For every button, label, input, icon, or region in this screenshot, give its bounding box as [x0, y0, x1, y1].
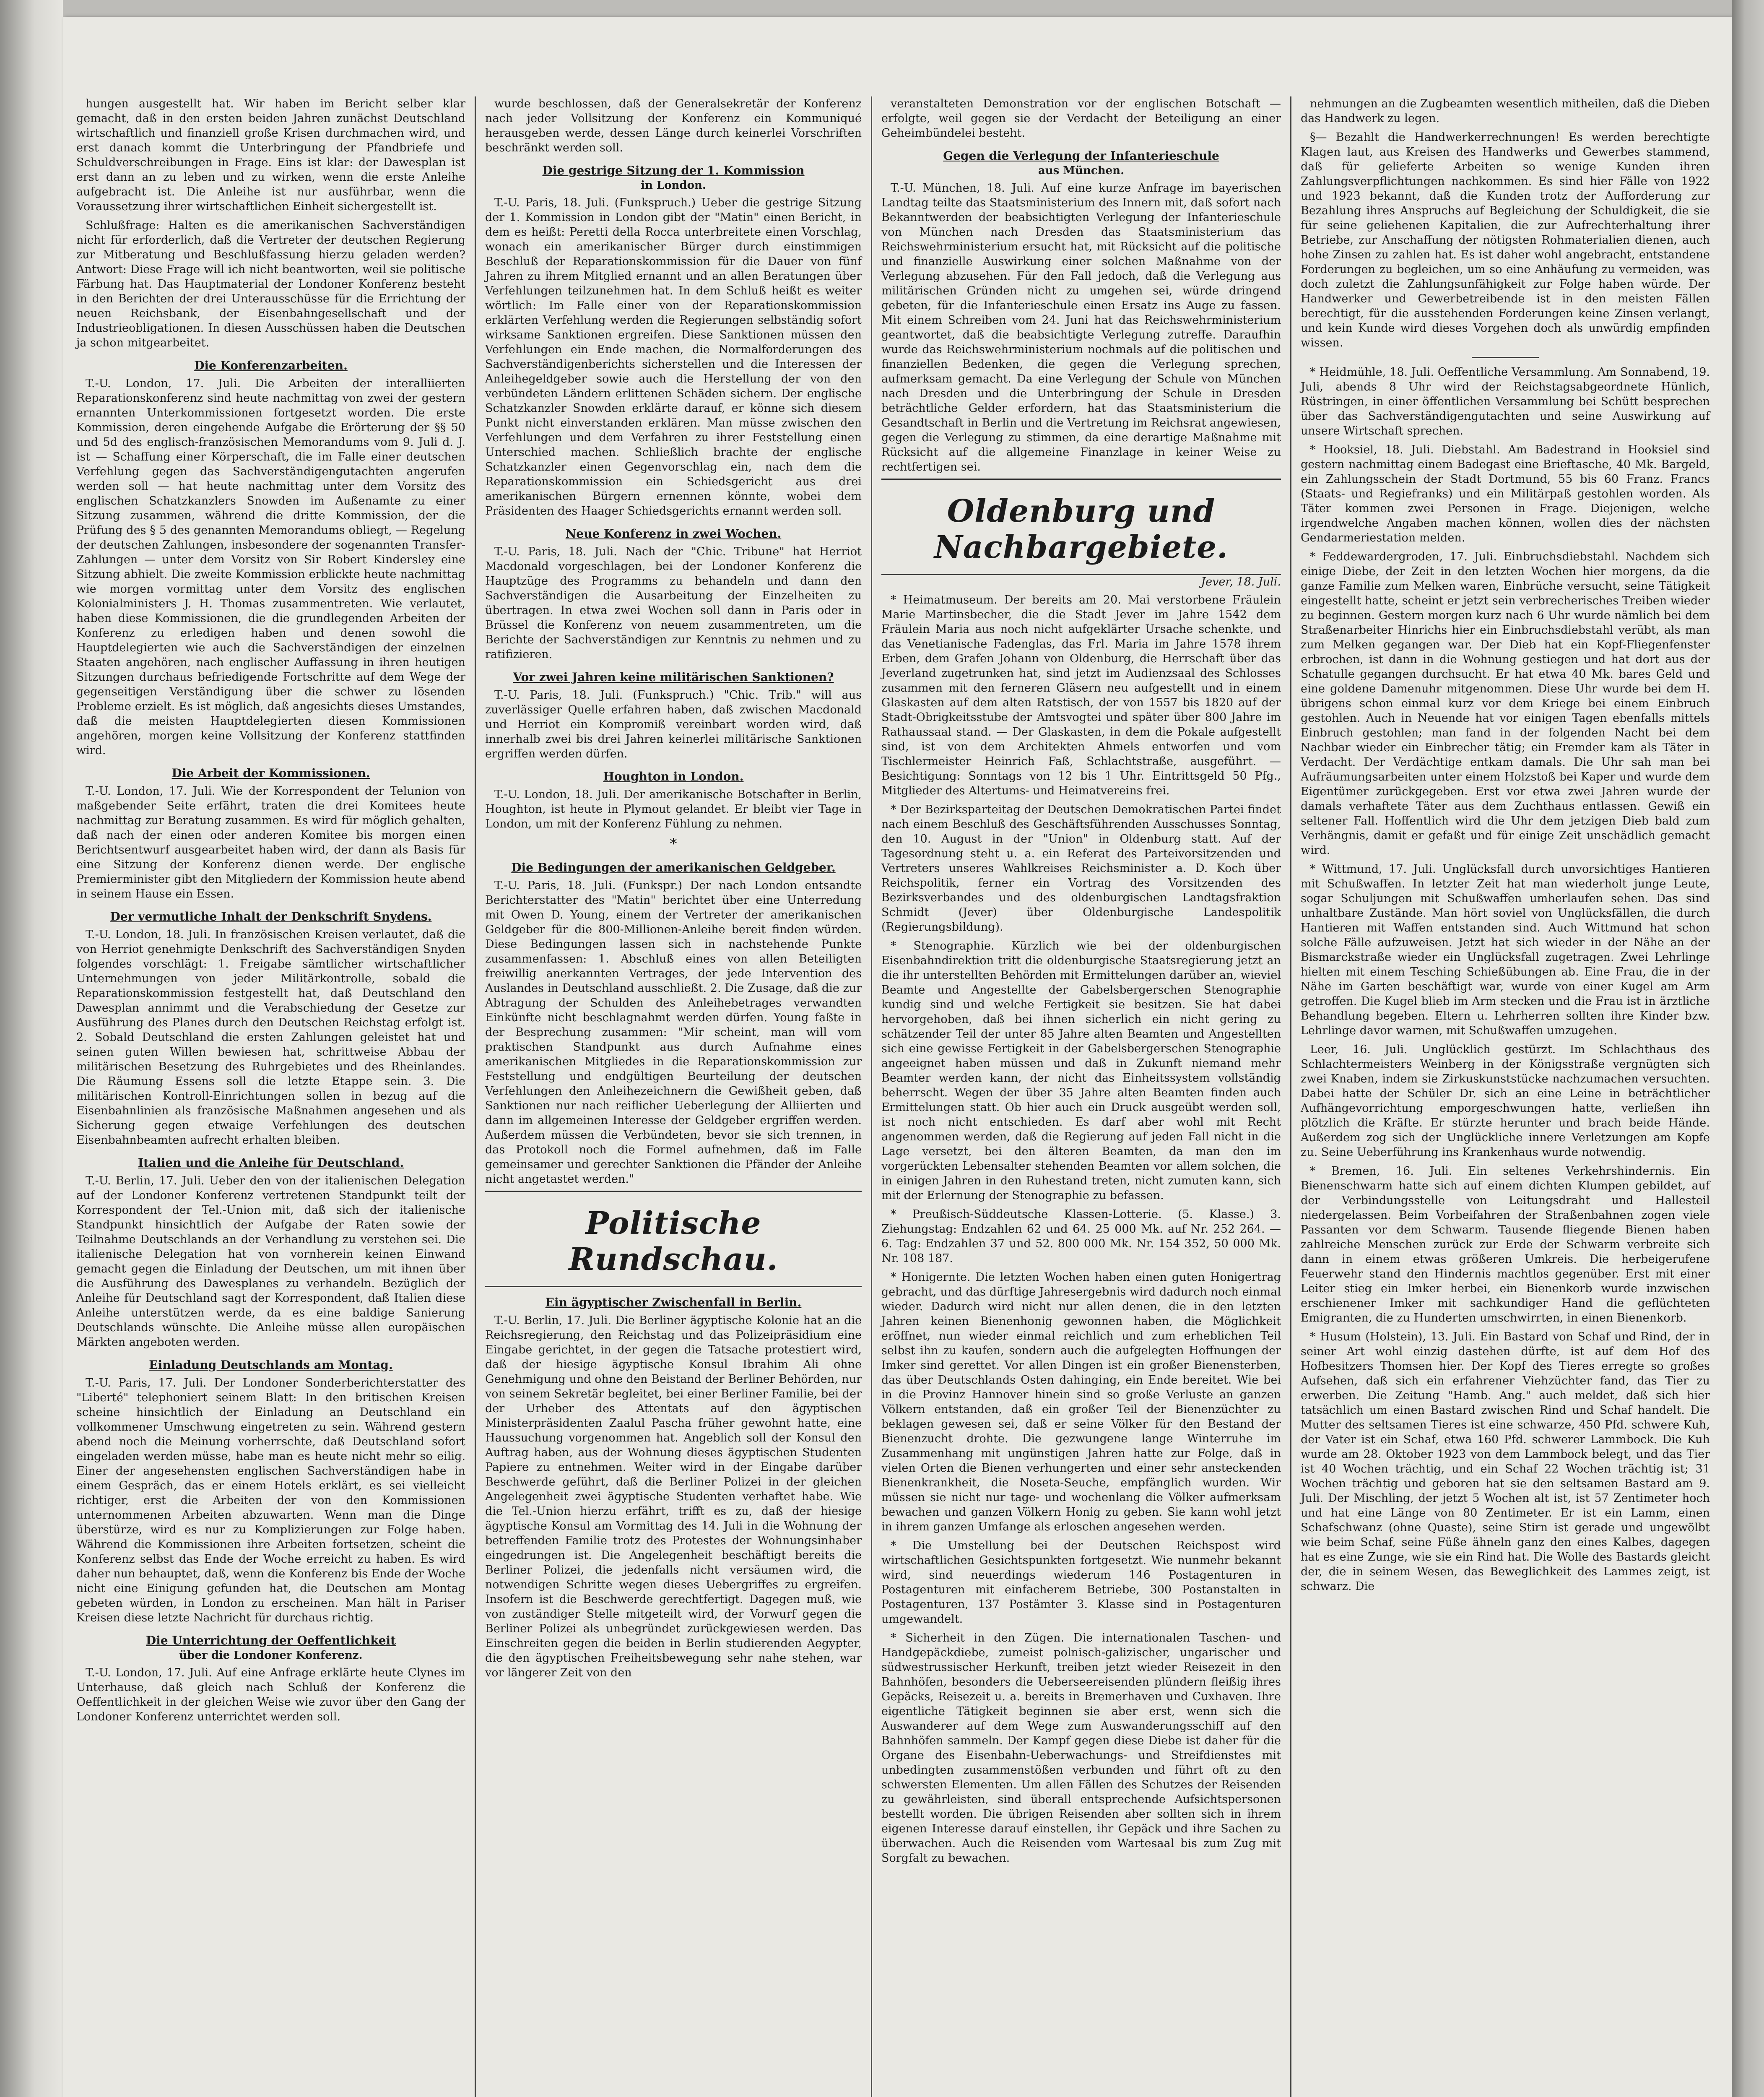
- article-heading: Gegen die Verlegung der Infanterieschule: [943, 149, 1219, 163]
- article-subheading: aus München.: [1038, 164, 1125, 177]
- article-paragraph: * Stenographie. Kürzlich wie bei der oldenburgischen Eisenbahndirektion tritt die oldenburgische Staatsregierung jetzt an die ihr unterstellten Behörden mit Ermittelungen darüber an, wieviel Beamte und Angestellte der Gabelsbergerschen Stenographie kundig sind und welche Fertigkeit sie besitzen. Sie hat dabei hervorgehoben, daß bei ihnen sicherlich ein nicht gering zu schätzender Teil der unter 85 Jahre alten Beamten und Angestellten sich eine gewisse Fertigkeit in der Gabelsbergerschen Stenographie angeeignet haben müssen und daß in Zukunft niemand mehr Beamter werden kann, der nicht das Einheitssystem vollständig beherrscht. Wegen der über 35 Jahre alten Beamten finden auch Ermittelungen statt. Ob hier auch ein Druck ausgeübt werden soll, ist noch nicht entschieden. Es darf aber wohl mit Recht angenommen werden, daß die Regierung auf jeden Fall nicht in die Lage versetzt, bei den älteren Beamten, da man den im vorgerückten Lebensalter stehenden Beamten vor allem solchen, die in einigen Jahren in den Ruhestand treten, nicht zumuten kann, sich mit der Erlernung der Stenographie zu befassen.: [881, 939, 1281, 1202]
- article-heading: Die gestrige Sitzung der 1. Kommission: [542, 164, 805, 177]
- article-paragraph: T.-U. London, 17. Juli. Wie der Korrespondent der Telunion von maßgebender Seite erfährt, traten die drei Komitees heute nachmittag zur Beratung zusammen. Es wird für möglich gehalten, daß nach der einen oder anderen Komitee bis morgen einen Berichtsentwurf ausgearbeitet haben wird, der dann als Basis für eine Sitzung der Konferenz dienen werde. Der englische Premierminister gibt den Mitgliedern der Kommission heute abend in seinem Hause ein Essen.: [76, 785, 465, 900]
- article-heading: Vor zwei Jahren keine militärischen Sanktionen?: [513, 670, 834, 684]
- article-paragraph: * Wittmund, 17. Juli. Unglücksfall durch unvorsichtiges Hantieren mit Schußwaffen. In letzter Zeit hat man wiederholt junge Leute, sogar Schuljungen mit Schußwaffen umherlaufen sehen. Das sind unhaltbare Zustände. Man hört soviel von Unglücksfällen, die durch Hantieren mit Waffen entstanden sind. Auch Wittmund hat schon solche Fälle aufzuweisen. Jetzt hat sich wieder in der Nähe an der Bismarckstraße wieder ein Unglücksfall zugetragen. Zwei Lehrlinge hielten mit einem Tesching Schießübungen ab. Eine Frau, die in der Nähe im Garten beschäftigt war, wurde von einer Kugel am Arm getroffen. Die Kugel blieb im Arm stecken und die Frau ist in ärztliche Behandlung begeben. Eltern u. Lehrherren sollten ihre Kinder bzw. Lehrlinge davor warnen, mit Schußwaffen umzugehen.: [1301, 863, 1710, 1037]
- article-paragraph: T.-U. Paris, 18. Juli. Nach der "Chic. Tribune" hat Herriot Macdonald vorgeschlagen, bei der Londoner Konferenz die Hauptzüge des Programms zu behandeln und dann den Sachverständigen die Ausarbeitung der Einzelheiten zu übertragen. In etwa zwei Wochen soll dann in Paris oder in Brüssel die Konferenz von neuem zusammentreten, um die Berichte der Sachverständigen zur Kenntnis zu nehmen und zu ratifizieren.: [485, 545, 862, 661]
- article-paragraph: Leer, 16. Juli. Unglücklich gestürzt. Im Schlachthaus des Schlachtermeisters Weinberg in der Königsstraße vergnügten sich zwei Knaben, indem sie Zirkuskunststücke nachzumachen versuchten. Dabei hatte der Schüler Dr. sich an eine Leine in beträchtlicher Aufhängevorrichtung emporgeschwungen hatte, verließen ihn plötzlich die Kräfte. Er stürzte herunter und brach beide Hände. Außerdem zog sich der Unglückliche innere Verletzungen am Kopfe zu. Seine Ueberführung ins Krankenhaus wurde notwendig.: [1301, 1043, 1710, 1159]
- article-paragraph: * Sicherheit in den Zügen. Die internationalen Taschen- und Handgepäckdiebe, zumeist polnisch-galizischer, ungarischer und südwestrussischer Herkunft, treiben jetzt wieder Reisezeit in den Bahnhöfen, besonders die Ueberseereisenden plündern fleißig ihres Gepäcks, Reisezeit u. a. bereits in Bremerhaven und Cuxhaven. Ihre eigentliche Tätigkeit beginnen sie aber erst, wenn sich die Auswanderer auf dem Wege zum Auswanderungsschiff auf den Bahnhöfen sammeln. Der Kampf gegen diese Diebe ist daher für die Organe des Eisenbahn-Ueberwachungs- und Streifdienstes mit unbedingten zusammenstößen verbunden und führt oft zu den schwersten Elementen. Um allen Fällen des Schutzes der Reisenden zu gewährleisten, sind überall entsprechende Aufsichtspersonen bestellt worden. Die übrigen Reisenden aber sollten sich in ihrem eigenen Interesse darauf einstellen, ihr Gepäck und ihre Sachen zu überwachen. Auch die Reisenden vom Wartesaal bis zum Zug mit Sorgfalt zu bewachen.: [881, 1631, 1281, 1865]
- section-rubric-box: [485, 1191, 862, 1287]
- newspaper-columns: [67, 96, 1719, 2097]
- column-4: [1291, 96, 1719, 2097]
- article-paragraph: T.-U. Paris, 18. Juli. (Funkspruch.) "Chic. Trib." will aus zuverlässiger Quelle erfahren haben, daß zwischen Macdonald und Herriot ein Kompromiß vereinbart worden wird, daß innerhalb zwei bis drei Jahren keinerlei militärische Sanktionen ergriffen werden dürfen.: [485, 689, 862, 760]
- article-paragraph: T.-U. London, 18. Juli. Der amerikanische Botschafter in Berlin, Houghton, ist heute in Plymout gelandet. Er bleibt vier Tage in London, um mit der Konferenz Fühlung zu nehmen.: [485, 788, 862, 830]
- article-subheading: über die Londoner Konferenz.: [179, 1649, 363, 1662]
- article-heading: Der vermutliche Inhalt der Denkschrift Snydens.: [110, 910, 432, 924]
- section-rubric-politische-rundschau: Politische Rundschau.: [569, 1205, 778, 1277]
- article-paragraph: * Honigernte. Die letzten Wochen haben einen guten Honigertrag gebracht, und das dürftige Jahresergebnis wird dadurch noch einmal wieder. Dadurch wird nicht nur allen denen, die in den letzten Jahren keinen Bienenhonig gewonnen haben, die Möglichkeit eröffnet, nun wieder einmal reichlich und zum erheblichen Teil selbst ihn zu kaufen, sondern auch die aufgelegten Hoffnungen der Imker sind gerettet. Vor allen Dingen ist ein großer Bienensterben, das über Deutschlands Osten dahinging, ein Ende bereitet. Wie bei in die Provinz Hannover hinein sind so große Verluste an ganzen Völkern entstanden, daß ein großer Teil der Bienenzüchter zu beklagen gewesen sei, daß er seine Völker für den Bestand der Bienenzucht drohte. Die gezwungene lange Winterruhe im Zusammenhang mit ungünstigen Jahren hatte zur Folge, daß in vielen Orten die Bienen verhungerten und einer sehr ansteckenden Bienenkrankheit, die Noseta-Seuche, empfänglich wurden. Wir müssen sie nicht nur tage- und wochenlang die Völker aufmerksam bewachen und ganzen Völkern Honig zu geben. Sie kann wohl jetzt in ihrem ganzen Umfange als erloschen angesehen werden.: [881, 1271, 1281, 1533]
- article-paragraph: T.-U. Berlin, 17. Juli. Ueber den von der italienischen Delegation auf der Londoner Konferenz vertretenen Standpunkt teilt der Korrespondent der Tel.-Union mit, daß sich der italienische Standpunkt hinsichtlich der Aufgabe der Raten sowie der Teilnahme Deutschlands an der Verhandlung zu verstehen sei. Die italienische Delegation hat von vornherein keinen Einwand gemacht gegen die Einladung der Deutschen, um mit ihnen über die Ausführung des Dawesplanes zu verhandeln. Bezüglich der Anleihe für Deutschland sagt der Korrespondent, daß Italien diese Anleihe unterstützen werde, da es eine baldige Sanierung Deutschlands wünschte. Die Anleihe müsse allen europäischen Märkten angeboten werden.: [76, 1174, 465, 1349]
- article-paragraph: * Heidmühle, 18. Juli. Oeffentliche Versammlung. Am Sonnabend, 19. Juli, abends 8 Uhr wird der Reichstagsabgeordnete Hünlich, Rüstringen, in einer öffentlichen Versammlung bei Schütt besprechen über das Sachverständigengutachten und seine Auswirkung auf unsere Wirtschaft sprechen.: [1301, 366, 1710, 437]
- article-paragraph: T.-U. Berlin, 17. Juli. Die Berliner ägyptische Kolonie hat an die Reichsregierung, den Reichstag und das Polizeipräsidium eine Eingabe gerichtet, in der gegen die Tatsache protestiert wird, daß der hiesige ägyptische Konsul Ibrahim Ali ohne Genehmigung und ohne den Beistand der Berliner Behörden, nur von seinem Sekretär begleitet, bei einer Berliner Familie, bei der der Urheber des Attentats auf den ägyptischen Ministerpräsidenten Zaalul Pascha früher gewohnt hatte, eine Haussuchung vorgenommen hat. Angeblich soll der Konsul den Auftrag haben, aus der Wohnung dieses ägyptischen Studenten Papiere zu entnehmen. Weiter wird in der Eingabe darüber Beschwerde geführt, daß die Berliner Polizei in der gleichen Angelegenheit zwei ägyptische Studenten verhaftet habe. Wie die Tel.-Union hierzu erfährt, trifft es zu, daß der hiesige ägyptische Konsul am Vormittag des 14. Juli in die Wohnung der betreffenden Familie trotz des Protestes der Wohnungsinhaber eingedrungen ist. Die Angelegenheit beschäftigt bereits die Berliner Polizei, die jedenfalls nicht versäumen wird, die notwendigen Schritte wegen dieses Uebergriffes zu ergreifen. Insofern ist die Beschwerde gerechtfertigt. Dagegen muß, wie von zuständiger Stelle mitgeteilt wird, der Vorwurf gegen die Berliner Polizei als unbegründet zurückgewiesen werden. Das Einschreiten gegen die beiden in Berlin studierenden Aegypter, die den ägyptischen Freiheitsbewegung sehr nahe stehen, war vor längerer Zeit von den: [485, 1314, 862, 1679]
- article-paragraph: * Bremen, 16. Juli. Ein seltenes Verkehrshindernis. Ein Bienenschwarm hatte sich auf einem dichten Klumpen gebildet, auf der Verbindungsstelle von Leitungsdraht und Hallesteil niedergelassen. Beim Vorbeifahren der Straßenbahnen zogen viele Passanten vor dem Schwarm. Tausende fliegende Bienen haben zahlreiche Menschen zurück zur Erde der Schwarm verbreite sich dann in einem etwas größeren Umkreis. Die herbeigerufene Feuerwehr stand den Hindernis machtlos gegenüber. Erst mit einer Leiter stieg ein Imker herbei, ein Bienenkorb wurde inzwischen erschienener Imker mit sachkundiger Hand die geflüchteten Emigranten, die zu Hunderten umschwirrten, in einen Bienenkorb.: [1301, 1165, 1710, 1324]
- article-heading: Die Arbeit der Kommissionen.: [171, 766, 370, 780]
- article-heading: Die Unterrichtung der Oeffentlichkeit: [145, 1634, 396, 1647]
- article-paragraph: wurde beschlossen, daß der Generalsekretär der Konferenz nach jeder Vollsitzung der Konferenz ein Kommuniqué herausgeben werde, dessen Länge durch keinerlei Vorschriften beschränkt werden soll.: [485, 97, 862, 154]
- scan-gutter: [0, 0, 63, 2097]
- column-1: [67, 96, 476, 2097]
- article-paragraph: T.-U. Paris, 18. Juli. (Funkspr.) Der nach London entsandte Berichterstatter des "Matin" berichtet über eine Unterredung mit Owen D. Young, einem der Vertreter der amerikanischen Geldgeber für die 800-Millionen-Anleihe bereit finden würden. Diese Bedingungen lassen sich in nachstehende Punkte zusammenfassen: 1. Abschluß eines von allen Beteiligten freiwillig anerkannten Vertrages, der jede Intervention des Auslandes in Deutschland ausschließt. 2. Die Zusage, daß die zur Abtragung der Schulden des Anleihebetrages verwandten Einkünfte nicht beschlagnahmt werden dürfen. Young faßte in der Besprechung zusammen: "Mir scheint, man will vom praktischen Standpunkt aus durch Aufnahme eines amerikanischen Mitgliedes in die Reparationskommission zur Feststellung und endgültigen Beurteilung der deutschen Verfehlungen den Anleihezeichnern die Gewißheit geben, daß Sanktionen nur nach reiflicher Ueberlegung der Alliierten und dann im allgemeinen Interesse der Geldgeber ergriffen werden. Außerdem müssen die Verbündeten, bevor sie sich trennen, in das Protokoll noch die Formel aufnehmen, daß im Falle gemeinsamer und gerechter Sanktionen die Pfänder der Anleihe nicht angetastet werden.": [485, 879, 862, 1186]
- article-subheading: in London.: [641, 179, 706, 192]
- section-separator-star: *: [670, 835, 677, 852]
- article-paragraph: T.-U. London, 17. Juli. Die Arbeiten der interalliierten Reparationskonferenz sind heute nachmittag von zwei der gestern ernannten Unterkommissionen fortgesetzt worden. Die erste Kommission, deren eingehende Aufgabe die Erörterung der §§ 50 und 5d des englisch-französischen Memorandums vom 9. Juli d. J. ist — Schaffung einer Körperschaft, die im Falle einer deutschen Verfehlung gegen das Sachverständigengutachten angerufen werden soll — hat heute nachmittag unter dem Vorsitz des englischen Schatzkanzlers Snowden im Außenamte zu einer Sitzung zusammen, während die dritte Kommission, der die Prüfung des § 5 des genannten Memorandums obliegt, — Regelung der deutschen Zahlungen, insbesondere der sogenannten Transfer-Zahlungen — unter dem Vorsitz von Sir Robert Kindersley eine Sitzung abhielt. Die zweite Kommission erblickte heute nachmittag wie morgen vormittag unter dem Vorsitz des englischen Kolonialministers J. H. Thomas zusammentreten. Wie verlautet, haben diese Kommissionen, die die grundlegenden Arbeiten der Konferenz zu erledigen haben und denen sowohl die Hauptdelegierten wie auch die Sachverständigen der einzelnen Staaten angehören, nach englischer Auffassung in ihren heutigen Sitzungen durchaus befriedigende Fortschritte auf dem Wege der gegenseitigen Verständigung über die schwer zu lösenden Probleme erzielt. Es ist möglich, daß angesichts dieses Umstandes, daß die meisten Hauptdelegierten diesen Kommissionen angehören, morgen keine Vollsitzung der Konferenz stattfinden wird.: [76, 377, 465, 757]
- article-paragraph: T.-U. Paris, 18. Juli. (Funkspruch.) Ueber die gestrige Sitzung der 1. Kommission in London gibt der "Matin" einen Bericht, in dem es heißt: Peretti della Rocca unterbreitete einen Vorschlag, wonach ein amerikanischer Bürger durch einstimmigen Beschluß der Reparationskommission für die Dauer von fünf Jahren zu ihrem Mitglied ernannt und an allen Beratungen über Verfehlungen teilzunehmen hat. In dem Schluß heißt es weiter wörtlich: Im Falle einer von der Reparationskommission erklärten Verfehlung werden die Regierungen selbständig sofort wirksame Sanktionen ergreifen. Diese Sanktionen müssen den Verfehlungen ein Ende machen, die Normalforderungen des Sachverständigenberichts sicherstellen und die Interessen der Anleihegeldgeber sowie auch die Herstellung der von den verbündeten Ländern erlittenen Schäden sichern. Der englische Schatzkanzler Snowden erklärte darauf, er könne sich diesem Punkt nicht einverstanden erklären. Man müsse zwischen den Verfehlungen und dem Verfahren zu ihrer Feststellung einen Unterschied machen. Schließlich brachte der englische Schatzkanzler einen Gegenvorschlag ein, nach dem die Reparationskommission ein Schiedsgericht aus drei amerikanischen Bürgern ernennen könnte, wobei dem Präsidenten des Haager Schiedsgerichts ernannt werden soll.: [485, 196, 862, 518]
- dateline: Jever, 18. Juli.: [1201, 575, 1281, 588]
- article-paragraph: Schlußfrage: Halten es die amerikanischen Sachverständigen nicht für erforderlich, daß die Vertreter der deutschen Regierung zur Mitberatung und Beschlußfassung hierzu geladen werden? Antwort: Diese Frage will ich nicht beantworten, weil sie politische Färbung hat. Das Hauptmaterial der Londoner Konferenz besteht in den Berichten der drei Unterausschüsse für die Errichtung der neuen Reichsbank, der Eisenbahngesellschaft und der Industrieobligationen. In diesen Ausschüssen haben die Deutschen ja schon mitgearbeitet.: [76, 219, 465, 349]
- article-paragraph: * Husum (Holstein), 13. Juli. Ein Bastard von Schaf und Rind, der in seiner Art wohl einzig dastehen dürfte, ist auf dem Hof des Hofbesitzers Thomsen hier. Der Kopf des Tieres erregte so großes Aufsehen, daß sich ein erfahrener Viehzüchter fand, das Tier zu erwerben. Die Zeitung "Hamb. Ang." auch meldet, daß sich hier tatsächlich um einen Bastard zwischen Rind und Schaf handelt. Die Mutter des seltsamen Tieres ist eine schwarze, 450 Pfd. schwere Kuh, der Vater ist ein Schaf, etwa 160 Pfd. schwerer Lammbock. Die Kuh wurde am 28. Oktober 1923 von dem Lammbock belegt, und das Tier ist 40 Wochen trächtig, und ein Schaf 22 Wochen trächtig ist; 31 Wochen trächtig und geboren hat sie den seltsamen Bastard am 9. Juli. Der Mischling, der jetzt 5 Wochen alt ist, ist 57 Zentimeter hoch und hat eine Länge von 80 Zentimeter. Er ist ein Lamm, einen Schafschwanz (ohne Quaste), seine Stirn ist gerade und ungewölbt wie beim Schaf, seine Füße ähneln ganz den eines Kalbes, dagegen hat es eine Zunge, wie sie ein Rind hat. Die Wolle des Bastards gleicht der, die in seinem Wesen, das Beweglichkeit des Lammes zeigt, ist schwarz. Die: [1301, 1330, 1710, 1593]
- column-3: [872, 96, 1291, 2097]
- article-heading: Die Konferenzarbeiten.: [194, 359, 348, 372]
- article-paragraph: * Feddewardergroden, 17. Juli. Einbruchsdiebstahl. Nachdem sich einige Diebe, der Zeit in den letzten Wochen hier morgens, da die ganze Familie zum Melken waren, Einbrüche versucht, seine Tätigkeit eingestellt hatte, scheint er jetzt sein verbrecherisches Treiben wieder zu beginnen. Gestern morgen kurz nach 6 Uhr wurde nämlich bei dem Straßenarbeiter Hinrichs hier ein Einbruchsdiebstahl verübt, als man zum Melken gegangen war. Der Dieb hat ein Kopf-Fliegenfenster erbrochen, ist dann in die Wohnung gestiegen und hat dort aus der Schatulle gegangen durchsucht. Er hat etwa 40 Mk. bares Geld und eine goldene Damenuhr mitgenommen. Diese Uhr wurde bei dem H. übrigens schon einmal kurz vor dem Kriege bei einem Einbruch gestohlen. Auch in Neuende hat vor einigen Tagen ebenfalls mittels Einbruch gestohlen; man fand in der folgenden Nacht bei dem Nachbar wieder ein Einbrecher tätig; ein Fremder kam als Täter in Verdacht. Der Verdächtige entkam damals. Die Uhr sah man bei Aufräumungsarbeiten unter einem Holzstoß bei Kaper und wurde dem Eigentümer zurückgegeben. Erst vor etwa zwei Jahren wurde der damals verhaftete Täter aus dem Zuchthaus entlassen. Gewiß ein seltener Fall. Hoffentlich wird die Uhr dem jetzigen Dieb bald zum Verhängnis, damit er gefaßt und für einige Zeit unschädlich gemacht wird.: [1301, 550, 1710, 857]
- article-paragraph: hungen ausgestellt hat. Wir haben im Bericht selber klar gemacht, daß in den ersten beiden Jahren zunächst Deutschland wirtschaftlich und finanziell große Krisen durchmachen wird, und erst danach kommt die Unterbringung der Pfandbriefe und Schuldverschreibungen in Frage. Eins ist klar: der Dawesplan ist erst dann an zu leben und zu wirken, wenn die erste Anleihe aufgebracht ist. Die Anleihe ist nur ausführbar, wenn die Voraussetzung ihrer wirtschaftlichen Einheit sichergestellt ist.: [76, 97, 465, 213]
- article-paragraph: T.-U. München, 18. Juli. Auf eine kurze Anfrage im bayerischen Landtag teilte das Staatsministerium des Innern mit, daß sofort nach Bekanntwerden der beabsichtigten Verlegung der Infanterieschule von München nach Dresden das Staatsministerium das Reichswehrministerium ersucht hat, mit Rücksicht auf die politische und finanzielle Auswirkung einer solchen Maßnahme von der Verlegung abzusehen. Für den Fall jedoch, daß die Verlegung aus militärischen Gründen nicht zu umgehen sei, würde dringend gebeten, für die Infanterieschule einen Ersatz ins Auge zu fassen. Mit einem Schreiben vom 24. Juni hat das Reichswehrministerium geantwortet, daß die beabsichtigte Verlegung zutreffe. Daraufhin wurde das Reichswehrministerium nochmals auf die politischen und finanziellen Bedenken, die gegen die Verlegung sprechen, aufmerksam gemacht. Da eine Verlegung der Schule von München nach Dresden und die Unterbringung der Schule in Dresden beträchtliche Gelder erfordern, hat das Staatsministerium die Gesandtschaft in Berlin und die Vertretung im Reichsrat angewiesen, gegen die Verlegung zu stimmen, da eine derartige Maßnahme mit Rücksicht auf die allgemeine Finanzlage in keiner Weise zu rechtfertigen sei.: [881, 182, 1281, 474]
- article-paragraph: nehmungen an die Zugbeamten wesentlich mitheilen, daß die Dieben das Handwerk zu legen.: [1301, 97, 1710, 125]
- page-edge: [1732, 0, 1764, 2097]
- article-paragraph: * Der Bezirksparteitag der Deutschen Demokratischen Partei findet nach einem Beschluß des Geschäftsführenden Ausschusses Sonntag, den 10. August in der "Union" in Oldenburg statt. Auf der Tagesordnung steht u. a. ein Referat des Parteivorsitzenden und Vertreters unseres Wahlkreises Reichsminister a. D. Koch über Reichspolitik, ferner ein Vortrag des Vorsitzenden des Bezirksverbandes und des oldenburgischen Landtagsfraktion Schmidt (Jever) über Oldenburgische Landespolitik (Regierungsbildung).: [881, 803, 1281, 934]
- article-paragraph: T.-U. London, 17. Juli. Auf eine Anfrage erklärte heute Clynes im Unterhause, daß gleich nach Schluß der Konferenz die Oeffentlichkeit in der gleichen Weise wie zuvor über den Gang der Londoner Konferenz unterrichtet werden soll.: [76, 1666, 465, 1723]
- article-paragraph: * Die Umstellung bei der Deutschen Reichspost wird wirtschaftlichen Gesichtspunkten fortgesetzt. Wie nunmehr bekannt wird, sind neuerdings wiederum 146 Postagenturen in Postagenturen mit einfacherem Betriebe, 300 Postanstalten in Postagenturen, 137 Postämter 3. Klasse sind in Postagenturen umgewandelt.: [881, 1539, 1281, 1626]
- article-heading: Ein ägyptischer Zwischenfall in Berlin.: [545, 1296, 802, 1309]
- column-2: [476, 96, 872, 2097]
- article-paragraph: T.-U. Paris, 17. Juli. Der Londoner Sonderberichterstatter des "Liberté" telephoniert seinem Blatt: In den britischen Kreisen scheine hinsichtlich der Einladung an Deutschland ein vollkommener Umschwung eingetreten zu sein. Während gestern abend noch die Meinung vorherrschte, daß Deutschland sofort eingeladen werden müsse, habe man es heute nicht mehr so eilig. Einer der angesehensten englischen Sachverständigen habe in einem Gespräch, das er einem Hotels erklärt, es sei vielleicht richtiger, erst die Arbeiten der von den Kommissionen unternommenen Arbeiten abzuwarten. Wenn man die Dinge überstürze, wird es nur zu Komplizierungen zur Folge haben. Während die Kommissionen ihre Arbeiten fortsetzen, scheint die Konferenz selbst das Ende der Woche erreicht zu haben. Es wird daher nun behauptet, daß, wenn die Konferenz bis Ende der Woche nicht eine Einigung gefunden hat, die Deutschen am Montag gebeten würden, in London zu erscheinen. Man hält in Pariser Kreisen diese letzte Nachricht für durchaus richtig.: [76, 1376, 465, 1624]
- article-heading: Die Bedingungen der amerikanischen Geldgeber.: [511, 861, 836, 874]
- article-paragraph: veranstalteten Demonstration vor der englischen Botschaft — erfolgte, weil gegen sie der Verdacht der Beteiligung an einer Geheimbündelei besteht.: [881, 97, 1281, 140]
- section-rubric-box: [881, 479, 1281, 575]
- article-heading: Neue Konferenz in zwei Wochen.: [565, 527, 782, 541]
- article-heading: Einladung Deutschlands am Montag.: [149, 1358, 393, 1372]
- section-rubric-oldenburg: Oldenburg und Nachbargebiete.: [934, 493, 1228, 565]
- article-heading: Italien und die Anleihe für Deutschland.: [138, 1156, 404, 1170]
- article-paragraph: * Hooksiel, 18. Juli. Diebstahl. Am Badestrand in Hooksiel sind gestern nachmittag einem Badegast eine Brieftasche, 40 Mk. Bargeld, ein Zahlungsschein der Stadt Dortmund, 55 bis 60 Franz. Francs (Staats- und Regiefranks) und ein Militärpaß gestohlen worden. Als Täter kommen zwei Personen in Frage. Diejenigen, welche irgendwelche Angaben machen können, wollen dies der nächsten Gendarmeriestation melden.: [1301, 443, 1710, 544]
- divider: [1472, 357, 1539, 358]
- article-paragraph: * Preußisch-Süddeutsche Klassen-Lotterie. (5. Klasse.) 3. Ziehungstag: Endzahlen 62 und 64. 25 000 Mk. auf Nr. 252 264. — 6. Tag: Endzahlen 37 und 52. 800 000 Mk. Nr. 154 352, 50 000 Mk. Nr. 108 187.: [881, 1208, 1281, 1265]
- article-paragraph: §— Bezahlt die Handwerkerrechnungen! Es werden berechtigte Klagen laut, aus Kreisen des Handwerks und Gewerbes stammend, daß für gelieferte Arbeiten so wenige Kunden ihren Zahlungsverpflichtungen nachkommen. Es sind hier Fälle von 1922 und 1923 bekannt, daß die Kunden trotz der Aufforderung zur Bezahlung ihres Anspruchs auf Begleichung der Schuldigkeit, die sie für seine geliehenen Kapitalien, die zur Aufrechterhaltung ihrer Betriebe, zur Anschaffung der nötigsten Rohmaterialien dienen, auch hohe Zinsen zu zahlen hat. Es ist daher wohl angebracht, entstandene Forderungen zu begleichen, um so eine Anhäufung zu vermeiden, was doch zuletzt die Zahlungsunfähigkeit zur Folge haben würde. Der Handwerker und Gewerbetreibende ist in den meisten Fällen berechtigt, für die ausstehenden Forderungen keine Zinsen verlangt, und kein Kunde wird dieses Vorgehen doch als unwürdig empfinden wissen.: [1301, 131, 1710, 349]
- article-heading: Houghton in London.: [603, 770, 744, 783]
- article-paragraph: T.-U. London, 18. Juli. In französischen Kreisen verlautet, daß die von Herriot genehmigte Denkschrift des Sachverständigen Snyden folgendes vorschlägt: 1. Freigabe sämtlicher wirtschaftlicher Unternehmungen von jeder Militärkontrolle, sobald die Reparationskommission festgestellt hat, daß Deutschland den Dawesplan annimmt und die Verabschiedung der Gesetze zur Ausführung des Planes durch den Deutschen Reichstag erfolgt ist. 2. Sobald Deutschland die ersten Zahlungen geleistet hat und seinen guten Willen bewiesen hat, schrittweise Abbau der militärischen Besetzung des Ruhrgebietes und des Rheinlandes. Die Räumung Essens soll die letzte Etappe sein. 3. Die militärischen Kontroll-Einrichtungen sollen in bezug auf die Eisenbahnlinien als französische Maßnahmen angesehen und als Sicherung gegen etwaige Verfehlungen des deutschen Eisenbahnbeamten aufrecht erhalten bleiben.: [76, 928, 465, 1147]
- article-paragraph: * Heimatmuseum. Der bereits am 20. Mai verstorbene Fräulein Marie Martinsbecher, die die Stadt Jever im Jahre 1542 dem Fräulein Maria aus noch nicht aufgeklärter Ursache schenkte, und das Venetianische Fadenglas, das Frl. Maria im Jahre 1578 ihrem Erben, dem Grafen Johann von Oldenburg, die Herrschaft über das Jeverland zugetrunken hat, sind jetzt im Audienzsaal des Schlosses zusammen mit den ferneren Gläsern neu aufgestellt und in einem Glaskasten auf dem alten Ratstisch, der von 1557 bis 1820 auf der Stadt-Obrigkeitsstube der Amtsvogtei und später über 800 Jahre im Rathaussaal stand. — Der Glaskasten, in dem die Pokale aufgestellt sind, ist von dem Architekten Ahmels entworfen und vom Tischlermeister Heinrich Faß, Schlachtstraße, ausgeführt. — Besichtigung: Sonntags von 12 bis 1 Uhr. Eintrittsgeld 50 Pfg., Mitglieder des Altertums- und Heimatvereins frei.: [881, 593, 1281, 797]
